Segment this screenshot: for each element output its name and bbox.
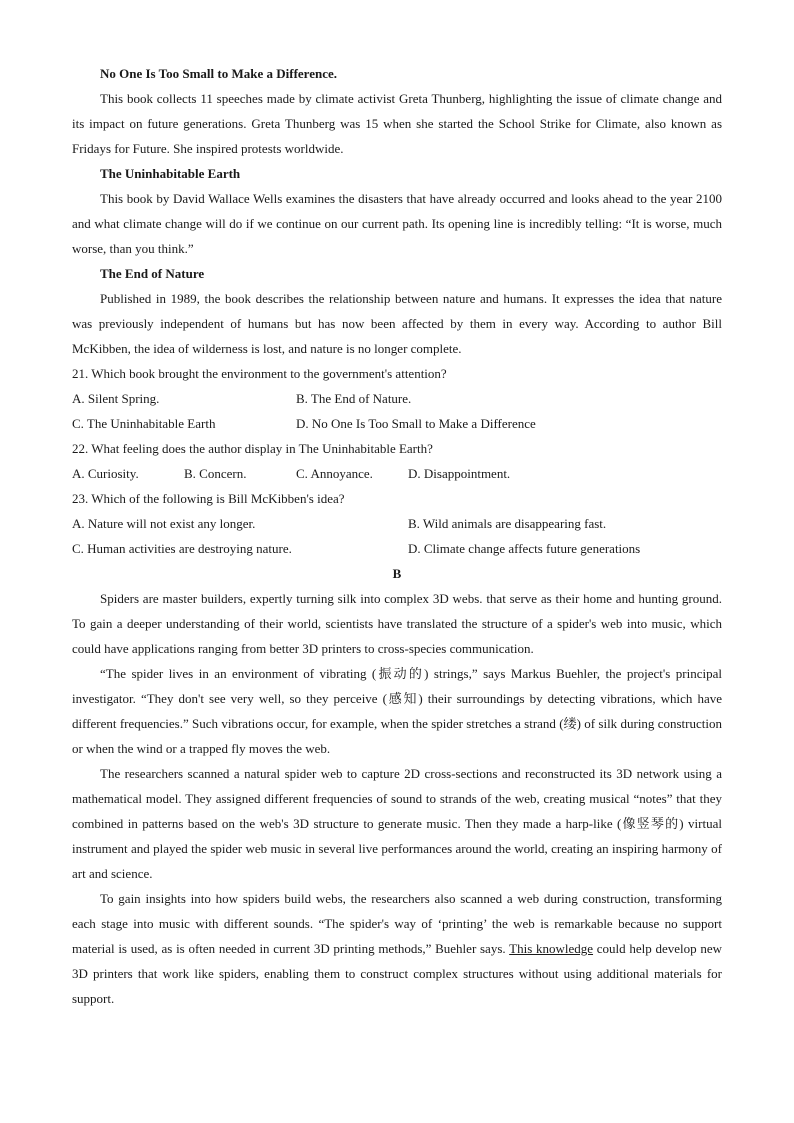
question-23-options-row1: [72, 511, 722, 536]
question-21-option-d: D. No One Is Too Small to Make a Difference: [296, 416, 536, 431]
passage-b-paragraph-4: [72, 886, 722, 1011]
passage-b-paragraph-2: “The spider lives in an environment of vibrating (振动的) strings,” says Markus Buehler, the project's principal investigator. “They don't see very well, so they perceive (感知) their surroundings by detecting vibrations, which have different frequencies.” Such vibrations occur, for example, when the spider stretches a strand (缕) of silk during construction or when the wind or a trapped fly moves the web.: [72, 666, 722, 756]
question-21-option-b: B. The End of Nature.: [296, 391, 412, 406]
question-21-options-row2: [72, 411, 722, 436]
book-description-3: Published in 1989, the book describes the relationship between nature and humans. It expresses the idea that nature was previously independent of humans but has now been affected by them in every way. According to author Bill McKibben, the idea of wilderness is lost, and nature is no longer complete.: [72, 291, 722, 356]
question-23-option-a: A. Nature will not exist any longer.: [72, 516, 256, 531]
passage-b-paragraph-4-end: could help develop new 3D printers that work like spiders, enabling them to construct complex structures without using additional materials for support.: [72, 941, 723, 1006]
question-23-stem: 23. Which of the following is Bill McKibben's idea?: [72, 491, 345, 506]
book-title-2: The Uninhabitable Earth: [100, 166, 241, 181]
question-22-option-d: D. Disappointment.: [408, 466, 511, 481]
passage-b-paragraph-4-start: To gain insights into how spiders build webs, the researchers also scanned a web during construction, transforming each stage into music with different sounds. “The spider's way of ‘printing’ the web is remarkable because no support material is used, as is often needed in current 3D printing methods,” Buehler says.: [72, 891, 722, 956]
passage-b-paragraph-1: Spiders are master builders, expertly turning silk into complex 3D webs. that serve as their home and hunting ground. To gain a deeper understanding of their world, scientists have translated the structure of a spider's web into music, which could have applications ranging from better 3D printers to cross-species communication.: [72, 591, 722, 656]
passage-b-paragraph-3: The researchers scanned a natural spider web to capture 2D cross-sections and reconstructed its 3D network using a mathematical model. They assigned different frequencies of sound to strands of the web, creating musical “notes” that they combined in patterns based on the web's 3D structure to generate music. Then they made a harp-like (像竖琴的) virtual instrument and played the spider web music in several live performances around the world, creating an inspiring harmony of art and science.: [72, 766, 722, 881]
question-21-option-a: A. Silent Spring.: [72, 391, 160, 406]
question-22-option-b: B. Concern.: [184, 466, 247, 481]
question-21-option-c: C. The Uninhabitable Earth: [72, 416, 216, 431]
document-page: [72, 61, 722, 1011]
book-description-1: This book collects 11 speeches made by climate activist Greta Thunberg, highlighting the issue of climate change and its impact on future generations. Greta Thunberg was 15 when she started the School Strike for Climate, also known as Fridays for Future. She inspired protests worldwide.: [72, 91, 722, 156]
question-22-options: [72, 461, 722, 486]
book-title-3: The End of Nature: [100, 266, 205, 281]
question-23-options-row2: [72, 536, 722, 561]
question-23-option-b: B. Wild animals are disappearing fast.: [408, 516, 607, 531]
question-22-stem: 22. What feeling does the author display in The Uninhabitable Earth?: [72, 441, 433, 456]
question-23-option-c: C. Human activities are destroying nature.: [72, 541, 292, 556]
question-23-option-d: D. Climate change affects future generations: [408, 541, 641, 556]
question-22-option-c: C. Annoyance.: [296, 466, 373, 481]
book-title-1: No One Is Too Small to Make a Difference.: [100, 66, 337, 81]
underlined-phrase: This knowledge: [509, 941, 594, 956]
book-description-2: This book by David Wallace Wells examines the disasters that have already occurred and looks ahead to the year 2100 and what climate change will do if we continue on our current path. Its opening line is incredibly telling: “It is worse, much worse, than you think.”: [72, 191, 722, 256]
question-22-option-a: A. Curiosity.: [72, 466, 139, 481]
question-21-stem: 21. Which book brought the environment to the government's attention?: [72, 366, 447, 381]
section-heading-b: B: [392, 566, 402, 581]
question-21-options-row1: [72, 386, 722, 411]
